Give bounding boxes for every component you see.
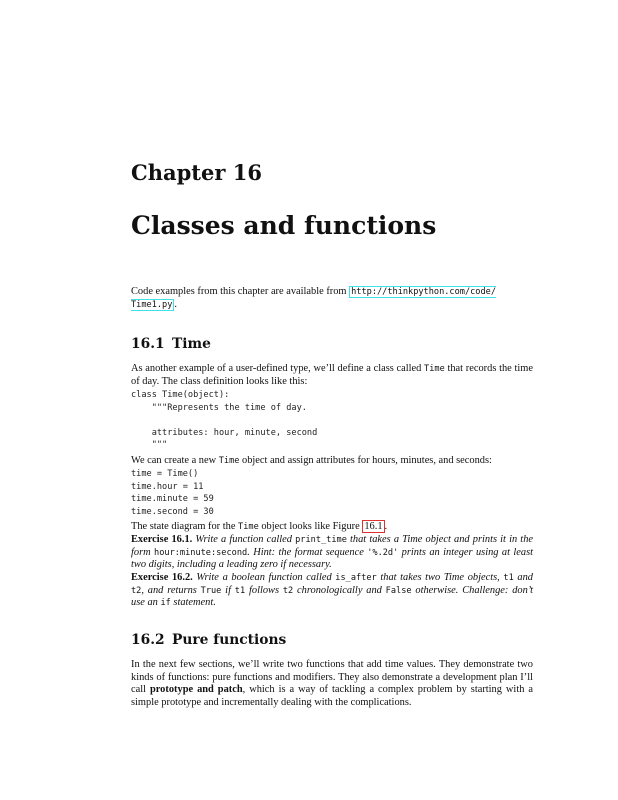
code-url-part2: Time1.py xyxy=(131,299,173,310)
text-run: . xyxy=(384,521,388,532)
inline-code: if xyxy=(160,598,171,608)
text-run: Write a boolean function called xyxy=(192,572,336,583)
inline-code: is_after xyxy=(335,573,377,583)
text-run: statement. xyxy=(170,597,216,608)
section-heading-time xyxy=(131,336,211,352)
text-run: . Hint: the format sequence xyxy=(247,546,368,558)
bold-term: prototype and patch xyxy=(149,684,243,695)
text-run: We can create a new xyxy=(131,455,219,466)
state-diagram-paragraph xyxy=(131,521,533,534)
time-intro-paragraph xyxy=(131,363,533,388)
inline-code: Time xyxy=(218,456,240,466)
inline-code: t1 xyxy=(234,585,246,596)
text-run: Write a function called xyxy=(192,534,296,545)
inline-code: True xyxy=(200,585,222,596)
text-run: , and returns xyxy=(141,584,201,596)
text-run: object and assign attributes for hours, minutes, and seconds: xyxy=(239,455,492,466)
create-time-paragraph xyxy=(131,455,533,468)
text-run: The state diagram for the xyxy=(131,521,239,532)
code-block-time-attributes: time = Time() time.hour = 11 time.minute = 59 time.second = 30 xyxy=(131,469,214,517)
text-run: , which is a way of tackling a complex problem by starting with a simple prototype and incrementally dealing with the complications. xyxy=(131,684,533,708)
text-run: if xyxy=(221,584,235,596)
inline-code: False xyxy=(385,585,412,596)
code-block-class-time: class Time(object): """Represents the time of day. attributes: hour, minute, second """ xyxy=(131,390,318,450)
exercise-16-2 xyxy=(131,572,533,610)
text-run: that takes two Time objects, xyxy=(376,572,504,583)
text-run: prints an integer using at least two digits, including a leading zero if necessary. xyxy=(131,546,534,570)
inline-code: t2 xyxy=(282,585,294,596)
inline-code: Time xyxy=(424,364,445,374)
inline-code: print_time xyxy=(295,535,347,545)
chapter-label: Chapter 16 xyxy=(131,160,262,185)
intro-period: . xyxy=(174,298,178,310)
exercise-label: Exercise 16.1. xyxy=(131,534,193,545)
inline-code: hour:minute:second xyxy=(154,547,248,558)
inline-code: Time xyxy=(238,522,259,532)
text-run: In the next few sections, we’ll write two functions that add time values. They demonstrate two kinds of functions: pure functions and modifiers. They also demonstrate a development plan I’ll call xyxy=(131,659,533,695)
text-run: chronologically and xyxy=(293,584,386,596)
inline-code: t2 xyxy=(131,585,142,596)
text-run: follows xyxy=(245,584,283,596)
text-run: object looks like Figure xyxy=(258,521,363,532)
text-run: As another example of a user-defined type, we’ll define a class called xyxy=(131,363,425,374)
code-url-part1: http://thinkpython.com/code/ xyxy=(351,287,496,297)
exercise-16-1 xyxy=(131,534,533,572)
pure-functions-paragraph xyxy=(131,659,533,709)
text-run: otherwise. Challenge: don’t use an xyxy=(131,584,533,608)
section-heading-pure-functions xyxy=(131,632,286,648)
text-run: that takes a Time object and prints it in the form xyxy=(131,534,534,558)
section-title: Time xyxy=(172,336,211,352)
chapter-title: Classes and functions xyxy=(131,211,437,240)
inline-code: '%.2d' xyxy=(367,547,399,558)
exercise-label: Exercise 16.2. xyxy=(131,572,193,583)
intro-text: Code examples from this chapter are available from xyxy=(131,286,350,297)
inline-code: t1 xyxy=(503,573,514,583)
intro-paragraph xyxy=(131,286,533,311)
figure-reference-link[interactable]: 16.1 xyxy=(364,521,383,532)
section-number: 16.2 xyxy=(131,632,165,648)
text-run: that records the time of day. The class definition looks like this: xyxy=(131,363,533,387)
text-run: and xyxy=(513,572,533,583)
section-number: 16.1 xyxy=(131,336,165,352)
section-title: Pure functions xyxy=(172,632,287,648)
